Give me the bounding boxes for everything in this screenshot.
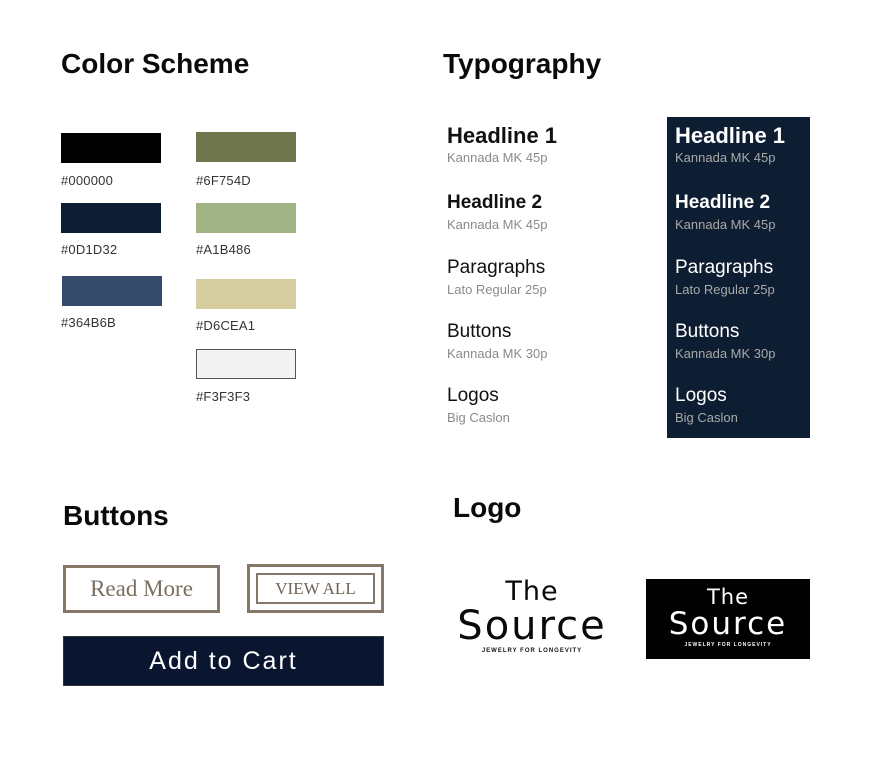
typo-logos-spec-dark: Big Caslon [675,410,738,425]
typo-logos-spec: Big Caslon [447,410,510,425]
swatch-label: #0D1D32 [61,242,118,257]
typography-light-column [447,125,647,435]
view-all-button-inner: VIEW ALL [256,573,375,604]
typo-paragraphs: Paragraphs [447,257,546,278]
typo-paragraphs-dark: Paragraphs [675,257,774,278]
swatch-6f754d [196,132,296,162]
typo-buttons: Buttons [447,321,512,342]
swatch-000000 [61,133,161,163]
typo-headline-2-spec-dark: Kannada MK 45p [675,217,776,232]
logo-dark [646,579,810,659]
swatch-364b6b [62,276,162,306]
color-scheme-title: Color Scheme [61,48,250,79]
swatch-label: #364B6B [61,315,116,330]
swatch-f3f3f3 [196,349,296,379]
swatch-label: #6F754D [196,173,251,188]
typo-buttons-spec-dark: Kannada MK 30p [675,346,776,361]
typo-buttons-dark: Buttons [675,321,740,342]
logo-tagline: JEWELRY FOR LONGEVITY [481,648,583,654]
typo-headline-2-dark: Headline 2 [675,192,771,213]
swatch-label: #A1B486 [196,242,251,257]
logo-tagline-dark: JEWELRY FOR LONGEVITY [684,642,772,648]
typo-logos: Logos [447,385,499,406]
typo-paragraphs-spec: Lato Regular 25p [447,282,547,297]
typo-logos-dark: Logos [675,385,727,406]
swatch-label: #F3F3F3 [196,389,251,404]
buttons-title: Buttons [63,500,169,531]
swatch-a1b486 [196,203,296,233]
logo-light [452,576,612,668]
typo-headline-1-dark: Headline 1 [675,123,786,148]
logo-the: The [505,576,559,607]
view-all-button[interactable] [247,564,384,613]
typo-headline-1-spec-dark: Kannada MK 45p [675,150,776,165]
add-to-cart-button[interactable]: Add to Cart [63,636,384,686]
typography-dark-panel [667,117,810,438]
read-more-button[interactable]: Read More [63,565,220,613]
typo-headline-2: Headline 2 [447,192,543,213]
typo-headline-1-spec: Kannada MK 45p [447,150,548,165]
swatch-d6cea1 [196,279,296,309]
swatch-0d1d32 [61,203,161,233]
typography-title: Typography [443,48,602,79]
logo-the-dark: The [706,585,750,609]
swatch-label: #D6CEA1 [196,318,256,333]
logo-source-dark: Source [668,606,788,642]
logo-source: Source [457,603,607,649]
logo-title: Logo [453,492,522,523]
typo-paragraphs-spec-dark: Lato Regular 25p [675,282,775,297]
swatch-label: #000000 [61,173,114,188]
typo-buttons-spec: Kannada MK 30p [447,346,548,361]
typo-headline-2-spec: Kannada MK 45p [447,217,548,232]
typo-headline-1: Headline 1 [447,123,558,148]
